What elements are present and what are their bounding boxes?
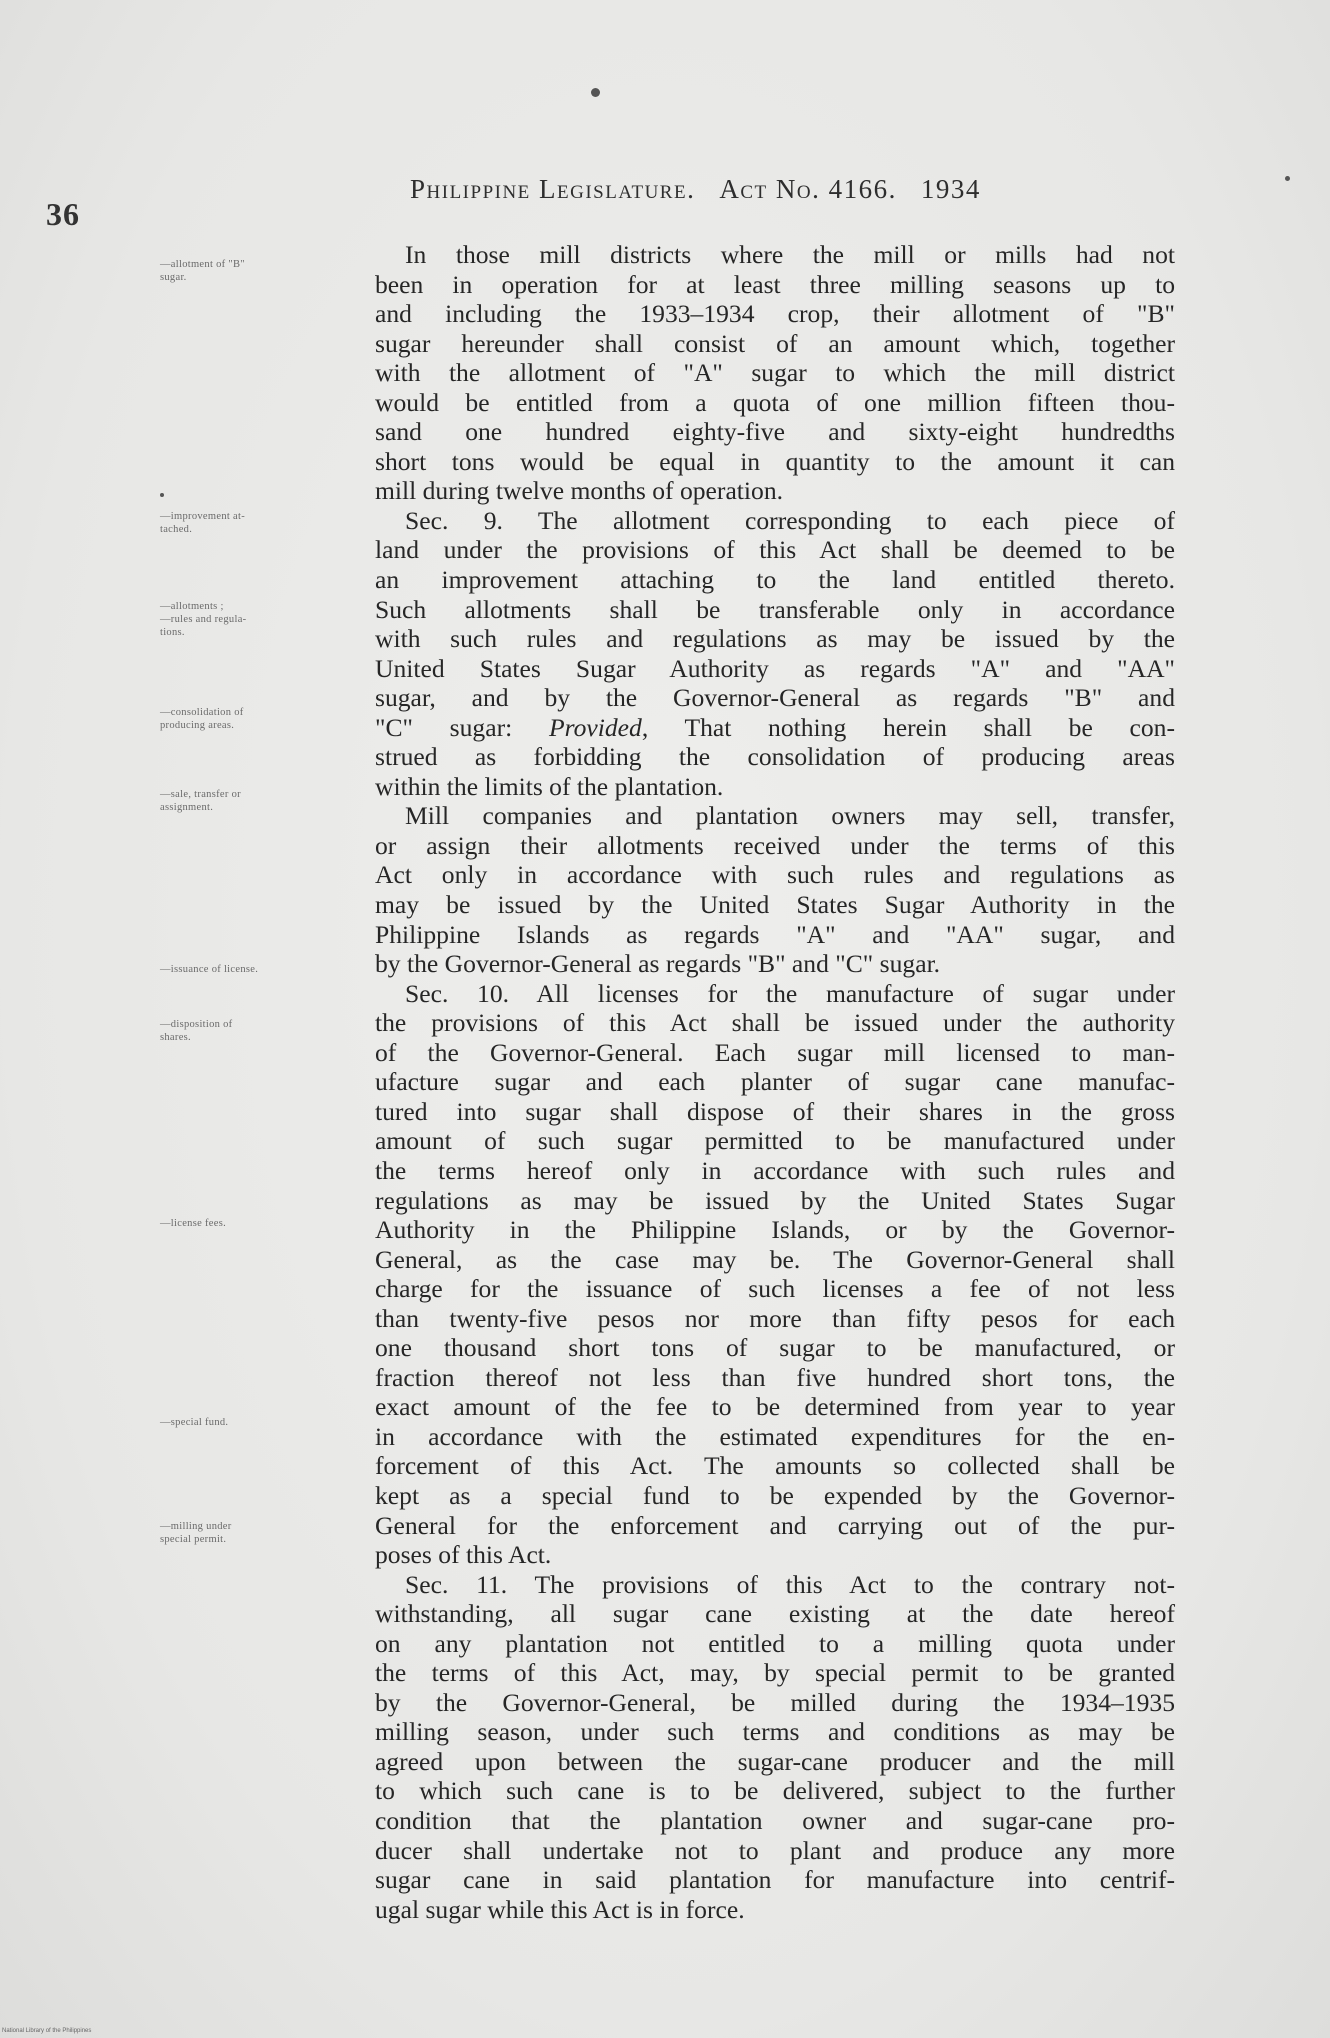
text-line: may be issued by the United States Sugar Authority in the <box>375 890 1175 920</box>
text-line: strued as forbidding the consolidation of producing areas <box>375 742 1175 772</box>
text-line: Sec. 10. All licenses for the manufacture of sugar under <box>405 978 1175 1008</box>
text-line: United States Sugar Authority as regards "A" and "AA" <box>375 653 1175 683</box>
text-line: with such rules and regulations as may be issued by the <box>375 624 1175 654</box>
text-line: and including the 1933–1934 crop, their allotment of "B" <box>375 299 1175 329</box>
margin-note-line: —improvement at- <box>160 511 245 522</box>
text-line: condition that the plantation owner and sugar-cane pro- <box>375 1805 1175 1835</box>
text-line: charge for the issuance of such licenses a fee of not less <box>375 1274 1175 1304</box>
text-line: sugar cane in said plantation for manufacture into centrif- <box>375 1865 1175 1895</box>
text-line: General for the enforcement and carrying out of the pur- <box>375 1510 1175 1540</box>
text-line: sugar hereunder shall consist of an amount which, together <box>375 328 1175 358</box>
text-line: than twenty-five pesos nor more than fifty pesos for each <box>375 1303 1175 1333</box>
text-line: forcement of this Act. The amounts so collected shall be <box>375 1451 1175 1481</box>
margin-note <box>160 1520 380 1546</box>
margin-note-line: sugar. <box>160 272 187 283</box>
text-line: of the Governor-General. Each sugar mill licensed to man- <box>375 1037 1175 1067</box>
margin-note-line: —allotment of "B" <box>160 259 245 270</box>
margin-note <box>160 963 380 976</box>
footer-credit: National Library of the Philippines <box>2 2028 92 2034</box>
running-head <box>410 174 1150 205</box>
text-line: withstanding, all sugar cane existing at the date hereof <box>375 1599 1175 1629</box>
margin-note <box>160 1018 380 1044</box>
margin-note-line: tached. <box>160 524 193 535</box>
margin-note <box>160 788 380 814</box>
margin-note <box>160 706 380 732</box>
margin-note-line: —issuance of license. <box>160 964 259 975</box>
text-line: tured into sugar shall dispose of their shares in the gross <box>375 1096 1175 1126</box>
text-line: regulations as may be issued by the United States Sugar <box>375 1185 1175 1215</box>
margin-note <box>160 510 380 536</box>
ink-speck <box>160 493 164 497</box>
text-line: Sec. 9. The allotment corresponding to each piece of <box>405 505 1175 535</box>
text-line: milling season, under such terms and conditions as may be <box>375 1717 1175 1747</box>
text-line: "C" sugar: Provided, That nothing herein shall be con- <box>375 712 1176 742</box>
margin-note-line: assignment. <box>160 802 214 813</box>
text-line: an improvement attaching to the land entitled thereto. <box>375 565 1175 595</box>
page-number: 36 <box>46 196 80 232</box>
act-number: Act No. 4166. <box>719 174 897 204</box>
text-line: mill during twelve months of operation. <box>375 476 784 506</box>
margin-note-line: —special fund. <box>160 1417 229 1428</box>
margin-note-line: tions. <box>160 627 185 638</box>
text-line: agreed upon between the sugar-cane producer and the mill <box>375 1746 1175 1776</box>
margin-note-line: producing areas. <box>160 720 235 731</box>
text-line: Act only in accordance with such rules and regulations as <box>375 860 1175 890</box>
text-line: the terms of this Act, may, by special permit to be granted <box>375 1658 1175 1688</box>
margin-note-line: —allotments ; <box>160 601 224 612</box>
margin-note-line: —consolidation of <box>160 707 244 718</box>
text-line: to which such cane is to be delivered, subject to the further <box>375 1776 1175 1806</box>
text-line: ufacture sugar and each planter of sugar cane manufac- <box>375 1067 1175 1097</box>
text-line: the provisions of this Act shall be issued under the authority <box>375 1008 1175 1038</box>
text-line: short tons would be equal in quantity to the amount it can <box>375 446 1175 476</box>
margin-note-line: —license fees. <box>160 1218 227 1229</box>
margin-note-line: —rules and regula- <box>160 614 247 625</box>
text-line: Philippine Islands as regards "A" and "AA" sugar, and <box>375 919 1175 949</box>
text-line: Mill companies and plantation owners may sell, transfer, <box>405 801 1175 831</box>
ink-speck <box>591 88 600 97</box>
text-line: Such allotments shall be transferable only in accordance <box>375 594 1175 624</box>
text-line: ducer shall undertake not to plant and produce any more <box>375 1835 1175 1865</box>
margin-note-line: shares. <box>160 1032 191 1043</box>
text-line: sugar, and by the Governor-General as regards "B" and <box>375 683 1175 713</box>
text-line: by the Governor-General as regards "B" and "C" sugar. <box>375 949 941 979</box>
text-line: amount of such sugar permitted to be manufactured under <box>375 1126 1175 1156</box>
text-line: the terms hereof only in accordance with such rules and <box>375 1155 1175 1185</box>
text-line: land under the provisions of this Act shall be deemed to be <box>375 535 1175 565</box>
text-line: would be entitled from a quota of one million fifteen thou- <box>375 387 1175 417</box>
margin-note-line: —milling under <box>160 1521 232 1532</box>
margin-note <box>160 600 380 639</box>
ink-speck <box>1285 176 1290 181</box>
margin-note-line: —disposition of <box>160 1019 233 1030</box>
text-line: kept as a special fund to be expended by the Governor- <box>375 1480 1175 1510</box>
text-line: In those mill districts where the mill or mills had not <box>405 240 1175 269</box>
margin-note-line: special permit. <box>160 1534 227 1545</box>
year: 1934 <box>920 174 981 204</box>
text-line: by the Governor-General, be milled during the 1934–1935 <box>375 1687 1175 1717</box>
text-line: exact amount of the fee to be determined from year to year <box>375 1392 1175 1422</box>
body-text <box>375 240 1175 1924</box>
text-line: Sec. 11. The provisions of this Act to the contrary not- <box>405 1569 1175 1599</box>
margin-note-line: —sale, transfer or <box>160 789 241 800</box>
text-line: been in operation for at least three milling seasons up to <box>375 269 1175 299</box>
text-line: in accordance with the estimated expenditures for the en- <box>375 1421 1175 1451</box>
text-line: one thousand short tons of sugar to be manufactured, or <box>375 1333 1175 1363</box>
margin-note <box>160 258 380 284</box>
text-line: with the allotment of "A" sugar to which the mill district <box>375 358 1175 388</box>
text-line: General, as the case may be. The Governor-General shall <box>375 1244 1175 1274</box>
text-line: poses of this Act. <box>375 1540 552 1570</box>
text-line: fraction thereof not less than five hundred short tons, the <box>375 1362 1175 1392</box>
text-line: or assign their allotments received under the terms of this <box>375 830 1175 860</box>
text-line: sand one hundred eighty-five and sixty-eight hundredths <box>375 417 1175 447</box>
text-line: Authority in the Philippine Islands, or by the Governor- <box>375 1215 1175 1245</box>
margin-note <box>160 1416 380 1429</box>
margin-note <box>160 1217 380 1230</box>
text-line: within the limits of the plantation. <box>375 771 724 801</box>
text-line: ugal sugar while this Act is in force. <box>375 1894 745 1924</box>
running-title: Philippine Legislature. <box>410 174 696 204</box>
text-line: on any plantation not entitled to a milling quota under <box>375 1628 1175 1658</box>
